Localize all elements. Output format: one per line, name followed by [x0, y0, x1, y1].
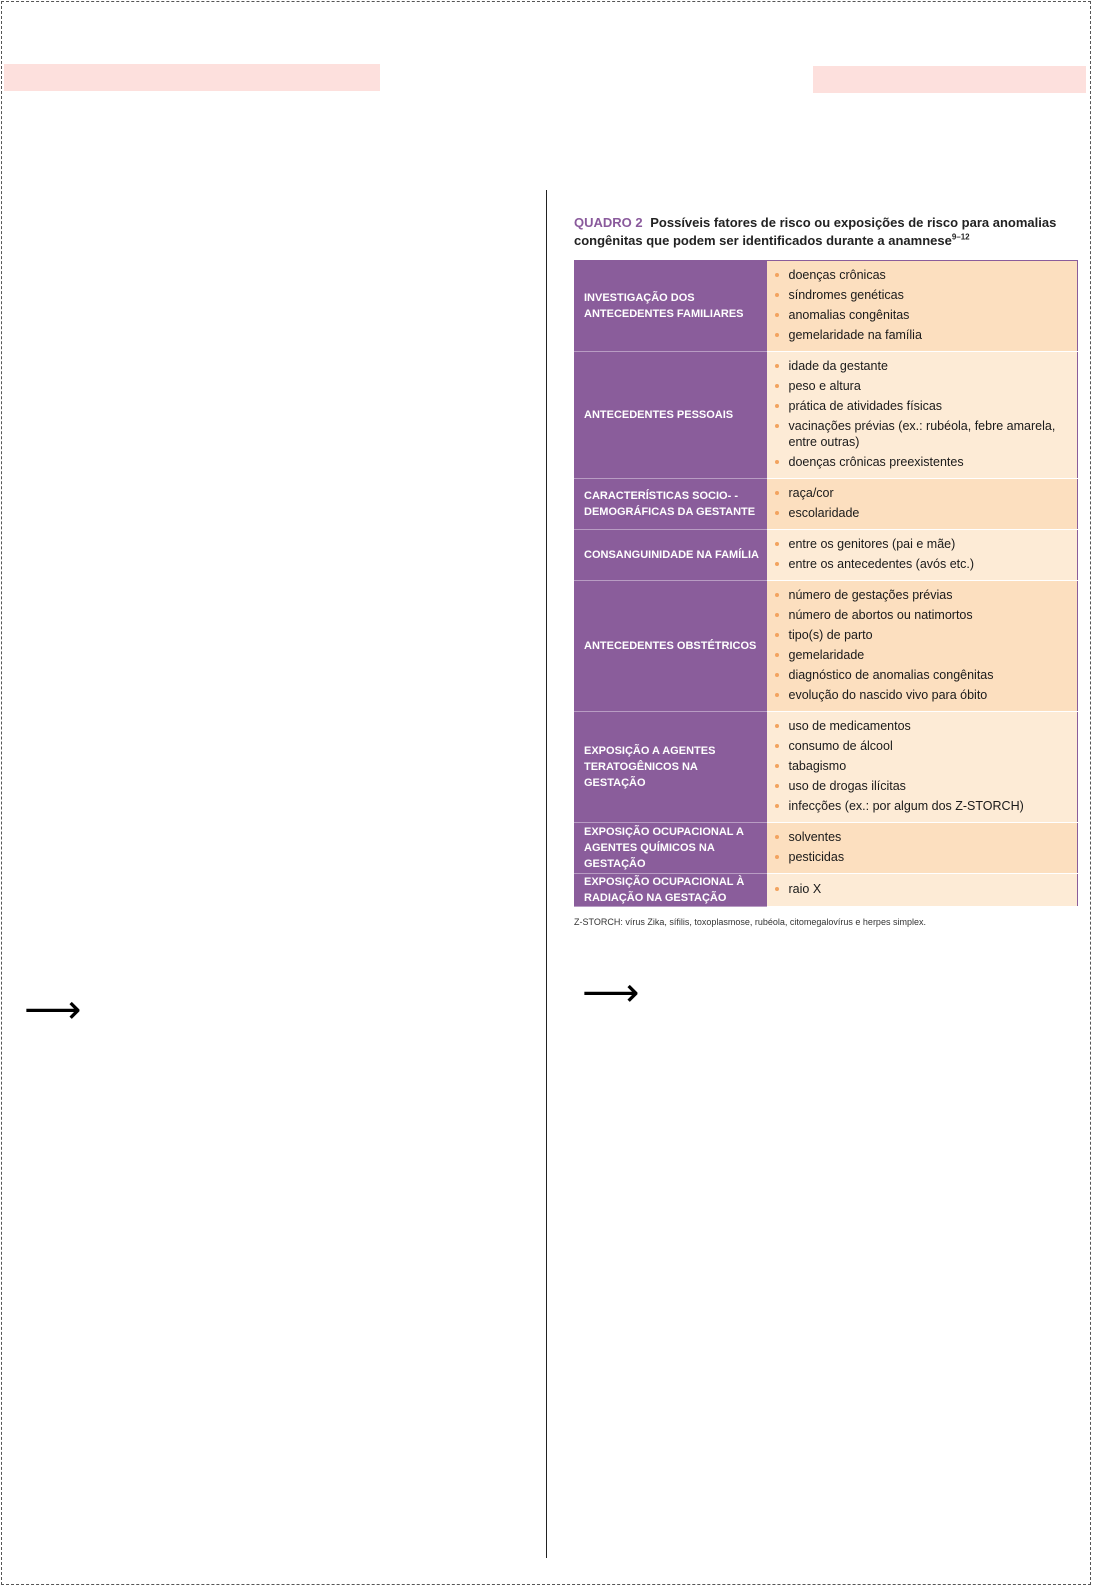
list-item: diagnóstico de anomalias congênitas — [774, 667, 1068, 683]
list-item: gemelaridade na família — [774, 327, 1068, 343]
list-item: prática de atividades físicas — [774, 398, 1068, 414]
table-row — [575, 712, 1078, 823]
quadro-2-figure — [574, 214, 1078, 928]
risk-items-cell — [767, 712, 1078, 823]
list-item: consumo de álcool — [774, 738, 1068, 754]
list-item: gemelaridade — [774, 647, 1068, 663]
risk-category: CONSANGUINIDADE NA FAMÍLIA — [575, 530, 767, 581]
risk-items-list — [774, 829, 1068, 865]
list-item: pesticidas — [774, 849, 1068, 865]
quadro-title: Possíveis fatores de risco ou exposições de risco para anomalias congênitas que podem ser identificados durante a anamnese — [574, 215, 1057, 248]
list-item: idade da gestante — [774, 358, 1068, 374]
table-footnote: Z-STORCH: vírus Zika, sífilis, toxoplasmose, rubéola, citomegalovírus e herpes simplex. — [574, 917, 926, 927]
table-row — [575, 874, 1078, 907]
risk-items-cell — [767, 581, 1078, 712]
list-item: entre os antecedentes (avós etc.) — [774, 556, 1068, 572]
quadro-label: QUADRO 2 — [574, 215, 643, 230]
risk-category: EXPOSIÇÃO OCUPACIONAL A AGENTES QUÍMICOS NA GESTAÇÃO — [575, 823, 767, 874]
quadro-title-reference: 9–12 — [951, 232, 970, 242]
risk-table-body — [575, 261, 1078, 907]
risk-items-cell — [767, 261, 1078, 352]
risk-items-list — [774, 587, 1068, 703]
risk-category: INVESTIGAÇÃO DOS ANTECEDENTES FAMILIARES — [575, 261, 767, 352]
list-item: vacinações prévias (ex.: rubéola, febre amarela, entre outras) — [774, 418, 1068, 450]
table-row — [575, 581, 1078, 712]
risk-items-cell — [767, 874, 1078, 907]
list-item: infecções (ex.: por algum dos Z-STORCH) — [774, 798, 1068, 814]
list-item: tipo(s) de parto — [774, 627, 1068, 643]
list-item: evolução do nascido vivo para óbito — [774, 687, 1068, 703]
list-item: tabagismo — [774, 758, 1068, 774]
arrow-right-icon: ⟶ — [24, 987, 82, 1033]
table-row — [575, 479, 1078, 530]
risk-items-cell — [767, 823, 1078, 874]
list-item: solventes — [774, 829, 1068, 845]
risk-category: CARACTERÍSTICAS SOCIO- -DEMOGRÁFICAS DA GESTANTE — [575, 479, 767, 530]
list-item: escolaridade — [774, 505, 1068, 521]
list-item: raio X — [774, 881, 1068, 897]
table-row — [575, 352, 1078, 479]
table-row — [575, 823, 1078, 874]
list-item: síndromes genéticas — [774, 287, 1068, 303]
risk-items-list — [774, 536, 1068, 572]
risk-items-cell — [767, 530, 1078, 581]
list-item: raça/cor — [774, 485, 1068, 501]
risk-category: EXPOSIÇÃO A AGENTES TERATOGÊNICOS NA GESTAÇÃO — [575, 712, 767, 823]
list-item: entre os genitores (pai e mãe) — [774, 536, 1068, 552]
list-item: número de gestações prévias — [774, 587, 1068, 603]
risk-items-list — [774, 485, 1068, 521]
highlight-bar-left — [4, 64, 380, 91]
table-row — [575, 261, 1078, 352]
list-item: doenças crônicas preexistentes — [774, 454, 1068, 470]
risk-items-cell — [767, 479, 1078, 530]
list-item: número de abortos ou natimortos — [774, 607, 1068, 623]
risk-category: EXPOSIÇÃO OCUPACIONAL À RADIAÇÃO NA GESTAÇÃO — [575, 874, 767, 907]
table-row — [575, 530, 1078, 581]
risk-items-list — [774, 881, 1068, 897]
list-item: doenças crônicas — [774, 267, 1068, 283]
risk-category: ANTECEDENTES OBSTÉTRICOS — [575, 581, 767, 712]
list-item: anomalias congênitas — [774, 307, 1068, 323]
risk-factors-table — [574, 260, 1078, 907]
list-item: peso e altura — [774, 378, 1068, 394]
arrow-right-icon: ⟶ — [582, 970, 640, 1016]
list-item: uso de drogas ilícitas — [774, 778, 1068, 794]
risk-items-list — [774, 267, 1068, 343]
risk-items-list — [774, 358, 1068, 470]
risk-category: ANTECEDENTES PESSOAIS — [575, 352, 767, 479]
risk-items-list — [774, 718, 1068, 814]
highlight-bar-right — [813, 66, 1086, 93]
quadro-caption — [574, 214, 1078, 250]
column-divider — [546, 190, 547, 1558]
risk-items-cell — [767, 352, 1078, 479]
list-item: uso de medicamentos — [774, 718, 1068, 734]
